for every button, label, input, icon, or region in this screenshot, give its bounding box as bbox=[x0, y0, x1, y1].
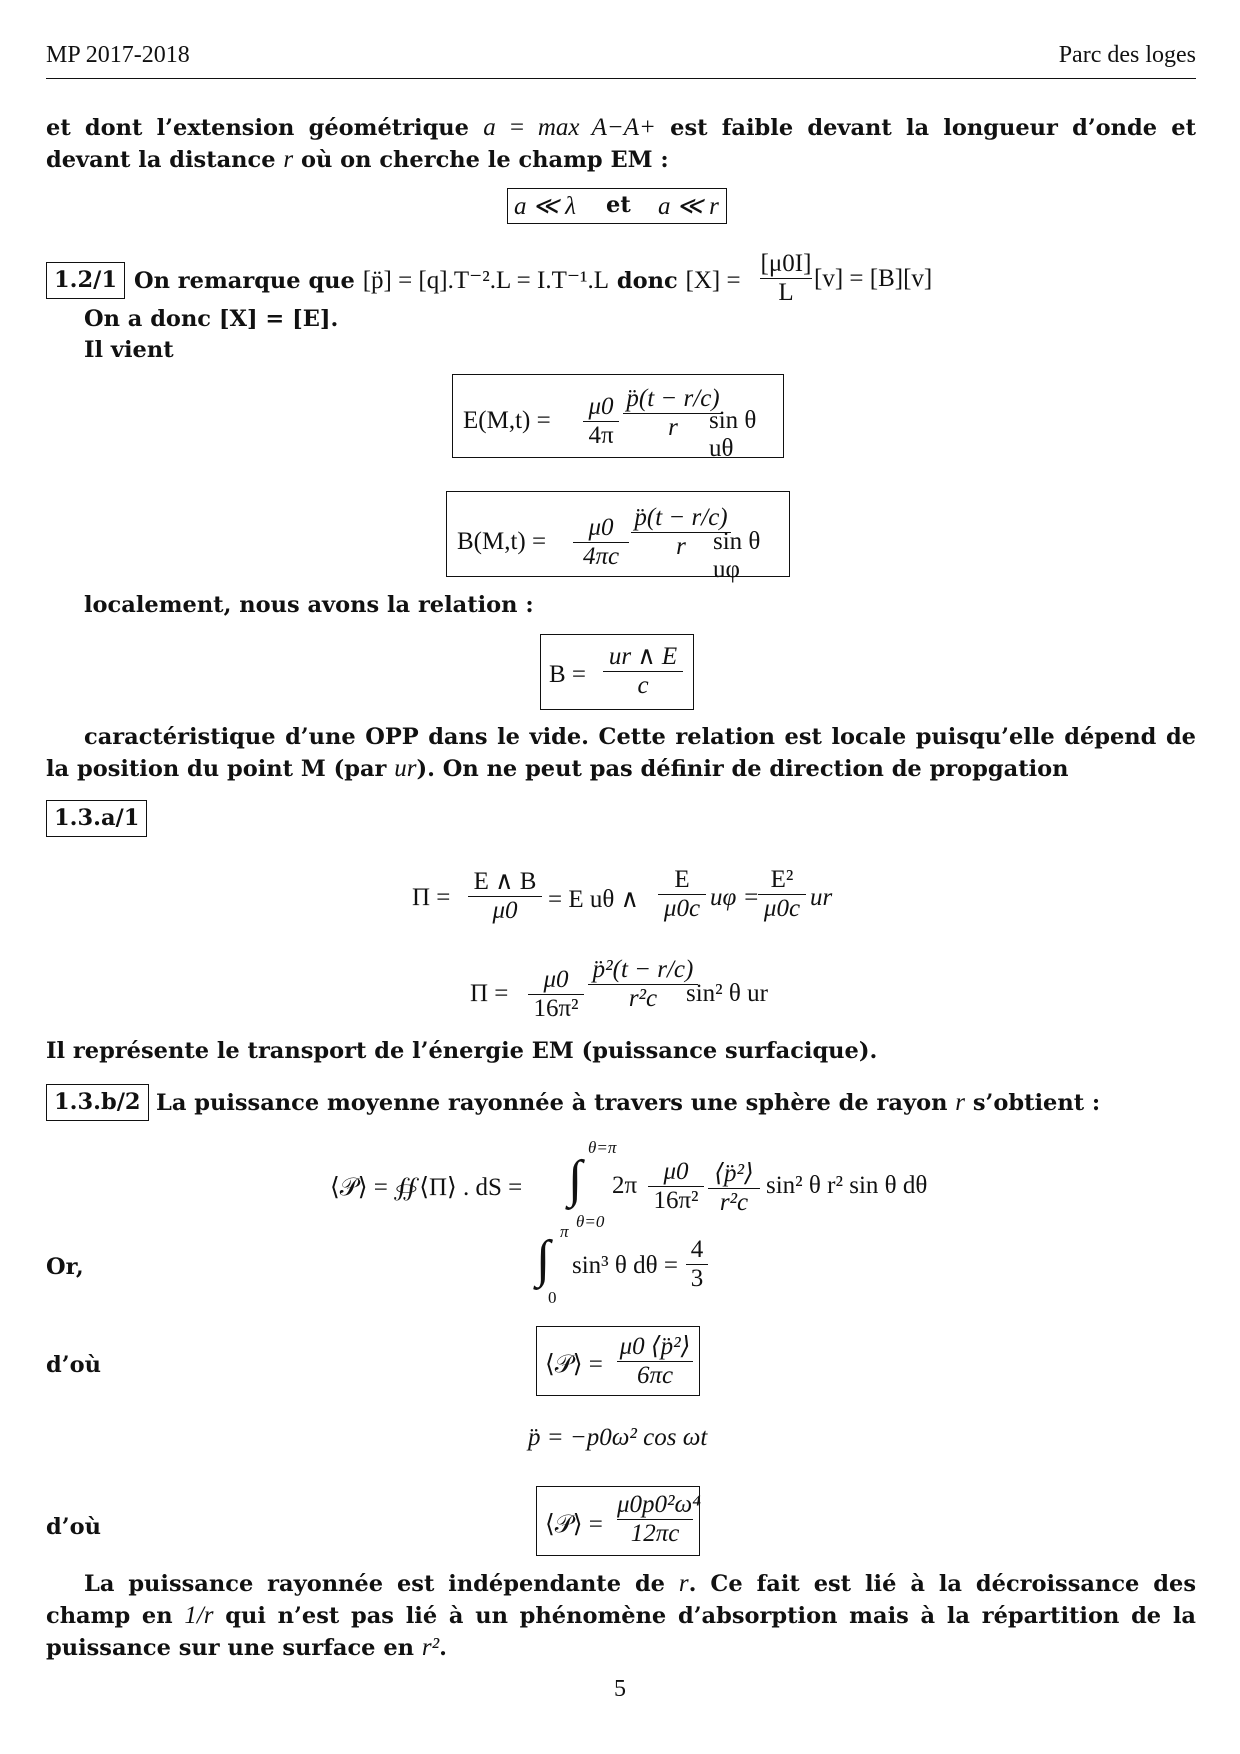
eqPi1-den3: μ0c bbox=[758, 894, 806, 923]
tag-1-3-a-label: 1.3.a/1 bbox=[46, 800, 147, 837]
header-rule bbox=[46, 78, 1196, 79]
q12-line2: On a donc [X] = [E]. bbox=[84, 306, 339, 332]
eqE-lhs: E(M,t) = bbox=[463, 407, 551, 434]
equation-sin3-integral bbox=[536, 1222, 716, 1316]
p4-math-1: r bbox=[678, 1570, 689, 1597]
q12-math-2: [X] = bbox=[685, 267, 741, 294]
dou1-den: 6πc bbox=[617, 1361, 693, 1390]
dou2-frac bbox=[617, 1491, 701, 1548]
eqPi2-den1: 16π² bbox=[528, 994, 584, 1023]
local-relation-text: localement, nous avons la relation : bbox=[84, 592, 534, 618]
tag-1-3-b-label: 1.3.b/2 bbox=[46, 1084, 149, 1121]
eqPi2-den2: r²c bbox=[588, 984, 698, 1013]
eqE-frac2 bbox=[623, 379, 723, 442]
eqP1-sub: θ=0 bbox=[576, 1212, 605, 1231]
eqBE-frac bbox=[603, 641, 683, 700]
eqPi2-rhs: sin² θ ur bbox=[686, 980, 768, 1007]
or-m1: sin³ θ dθ = bbox=[572, 1252, 678, 1279]
eqP1-integral-sign: ∫ bbox=[568, 1151, 583, 1208]
eqPi1-frac3 bbox=[758, 866, 806, 923]
or-frac bbox=[686, 1236, 708, 1293]
q12-math-1: [p̈] = [q].T⁻².L = I.T⁻¹.L bbox=[362, 267, 610, 294]
eqP1-num1: μ0 bbox=[663, 1158, 689, 1185]
or-sup: π bbox=[560, 1222, 569, 1241]
eqP1-rhs: sin² θ r² sin θ dθ bbox=[766, 1172, 928, 1199]
eqPi1-m3: ur bbox=[810, 884, 833, 911]
p1-math-1: a = max A−A+ bbox=[483, 114, 656, 141]
eqPi1-num1: E ∧ B bbox=[473, 868, 537, 895]
p4-text-1: La puissance rayonnée est indépendante de bbox=[84, 1571, 679, 1597]
q12-text-2: donc bbox=[609, 268, 686, 294]
p2-text-2: ). On ne peut pas définir de direction de propgation bbox=[416, 756, 1069, 782]
q12-frac bbox=[760, 250, 812, 307]
or-num: 4 bbox=[690, 1236, 704, 1263]
eqPi1-lhs: Π = bbox=[412, 884, 451, 911]
eqB-den2: r bbox=[631, 532, 731, 561]
eqBE-lhs: B = bbox=[549, 661, 587, 688]
eqB-num2: p̈(t − r/c) bbox=[634, 504, 728, 531]
eqPi1-den2: μ0c bbox=[658, 894, 706, 923]
eqE-rhs: sin θ uθ bbox=[709, 407, 757, 462]
eqBE-den: c bbox=[603, 671, 683, 700]
p1-text-1: et dont l’extension géométrique bbox=[46, 115, 484, 141]
eqB-den1: 4πc bbox=[573, 542, 629, 571]
boxed-condition bbox=[507, 188, 727, 224]
header-right: Parc des loges bbox=[1058, 42, 1196, 68]
equation-poynting-1 bbox=[412, 856, 832, 936]
eqP1-frac2 bbox=[708, 1158, 760, 1217]
eqPi2-frac2 bbox=[588, 952, 698, 1013]
equation-E-field bbox=[452, 374, 784, 462]
equation-B-field bbox=[446, 491, 790, 583]
q13b-text-2: s’obtient : bbox=[965, 1090, 1101, 1116]
p1-math-2: r bbox=[283, 146, 294, 173]
dou1-num: μ0 ⟨p̈²⟩ bbox=[619, 1333, 691, 1360]
eqP1-m1: 2π bbox=[612, 1172, 638, 1199]
condition-et: et bbox=[606, 192, 631, 218]
condition-right: a ≪ r bbox=[658, 193, 719, 220]
q12-text-1: On remarque que bbox=[134, 268, 363, 294]
p4-text-3: qui n’est pas lié à un phénomène d’absorption mais à la répartition de la puissance sur une surface en bbox=[46, 1603, 1196, 1661]
eqE-den1: 4π bbox=[583, 421, 619, 450]
dou2-num: μ0p0²ω⁴ bbox=[617, 1491, 701, 1518]
q12-line3: Il vient bbox=[84, 337, 174, 363]
eqP1-den2: r²c bbox=[708, 1188, 760, 1217]
q12-frac-den: L bbox=[760, 278, 812, 307]
eqB-num1: μ0 bbox=[588, 514, 614, 541]
equation-p-double-dot: p̈ = −p0ω² cos ωt bbox=[528, 1424, 708, 1451]
tag-1-2 bbox=[46, 262, 125, 299]
eqPi1-frac2 bbox=[658, 866, 706, 923]
eqPi1-m1: = E uθ ∧ bbox=[548, 886, 639, 913]
eqB-lhs: B(M,t) = bbox=[457, 528, 547, 555]
or-integral-sign: ∫ bbox=[536, 1231, 551, 1288]
p4-text-2: . Ce fait est lié à la décroissance des champ en bbox=[46, 1571, 1196, 1629]
label-or: Or, bbox=[46, 1254, 84, 1280]
paragraph-transport: Il représente le transport de l’énergie EM (puissance surfacique). bbox=[46, 1038, 878, 1064]
eqP1-sup: θ=π bbox=[588, 1138, 617, 1157]
eqPi2-num2: p̈²(t − r/c) bbox=[592, 956, 694, 983]
dou2-den: 12πc bbox=[617, 1519, 693, 1548]
eqBE-num: ur ∧ E bbox=[608, 643, 678, 670]
paragraph-conclusion bbox=[46, 1568, 1196, 1664]
p4-text-4: . bbox=[439, 1635, 447, 1661]
eqPi2-lhs: Π = bbox=[470, 980, 509, 1007]
paragraph-extension bbox=[46, 112, 1196, 176]
p1-text-2: est faible devant la longueur d’onde et devant la distance bbox=[46, 115, 1196, 173]
or-sub: 0 bbox=[548, 1288, 557, 1307]
tag-1-3-a bbox=[46, 800, 147, 837]
dou2-lhs: ⟨𝒫⟩ = bbox=[545, 1511, 603, 1538]
q12-line1 bbox=[134, 265, 741, 297]
eqPi2-frac1 bbox=[528, 966, 584, 1023]
eqE-frac1 bbox=[583, 393, 619, 450]
condition-left: a ≪ λ bbox=[514, 193, 576, 220]
eqP1-den1: 16π² bbox=[648, 1186, 704, 1215]
label-dou-2: d’où bbox=[46, 1514, 101, 1540]
header-left: MP 2017-2018 bbox=[46, 42, 190, 68]
p4-math-3: r² bbox=[421, 1634, 440, 1661]
p2-text-1: caractéristique d’une OPP dans le vide. Cette relation est locale puisqu’elle dépend de la position du point M (par bbox=[46, 724, 1196, 782]
equation-poynting-2 bbox=[470, 944, 790, 1028]
eqE-den2: r bbox=[623, 413, 723, 442]
tag-1-2-label: 1.2/1 bbox=[46, 262, 125, 299]
eqE-num2: p̈(t − r/c) bbox=[626, 385, 720, 412]
p4-math-2: 1/r bbox=[184, 1602, 214, 1629]
eqPi1-num2: E bbox=[674, 866, 690, 893]
eqPi1-den1: μ0 bbox=[468, 896, 542, 925]
label-dou-1: d’où bbox=[46, 1352, 101, 1378]
eqE-num1: μ0 bbox=[588, 393, 614, 420]
eqPi2-num1: μ0 bbox=[543, 966, 569, 993]
eqPi1-num3: E² bbox=[770, 866, 794, 893]
or-den: 3 bbox=[686, 1264, 708, 1293]
q12-frac-num: [μ0I] bbox=[760, 250, 812, 277]
eqP1-num2: ⟨p̈²⟩ bbox=[714, 1160, 754, 1187]
tag-1-3-b bbox=[46, 1084, 149, 1121]
q12-math-3: [v] = [B][v] bbox=[814, 265, 933, 292]
equation-B-from-E bbox=[540, 634, 694, 710]
equation-power-result-1 bbox=[536, 1326, 700, 1396]
eqB-frac1 bbox=[573, 514, 629, 571]
q13b-text bbox=[156, 1087, 1100, 1119]
equation-power-integral bbox=[330, 1140, 930, 1230]
eqP1-lhs: ⟨𝒫⟩ = ∯⟨Π⟩ . dS = bbox=[330, 1174, 523, 1201]
page-number: 5 bbox=[614, 1676, 626, 1702]
eqPi1-m2: uφ = bbox=[710, 884, 760, 911]
eqB-rhs: sin θ uφ bbox=[713, 528, 761, 583]
q13b-text-1: La puissance moyenne rayonnée à travers une sphère de rayon bbox=[156, 1090, 956, 1116]
eqP1-frac1 bbox=[648, 1158, 704, 1215]
p2-math-1: ur bbox=[394, 755, 417, 782]
dou1-lhs: ⟨𝒫⟩ = bbox=[545, 1351, 603, 1378]
q13b-math-1: r bbox=[955, 1089, 966, 1116]
eqPi1-frac1 bbox=[468, 866, 542, 925]
dou1-frac bbox=[617, 1331, 693, 1390]
paragraph-opp bbox=[46, 722, 1196, 785]
equation-power-result-2 bbox=[536, 1486, 700, 1556]
p1-text-3: où on cherche le champ EM : bbox=[293, 147, 669, 173]
